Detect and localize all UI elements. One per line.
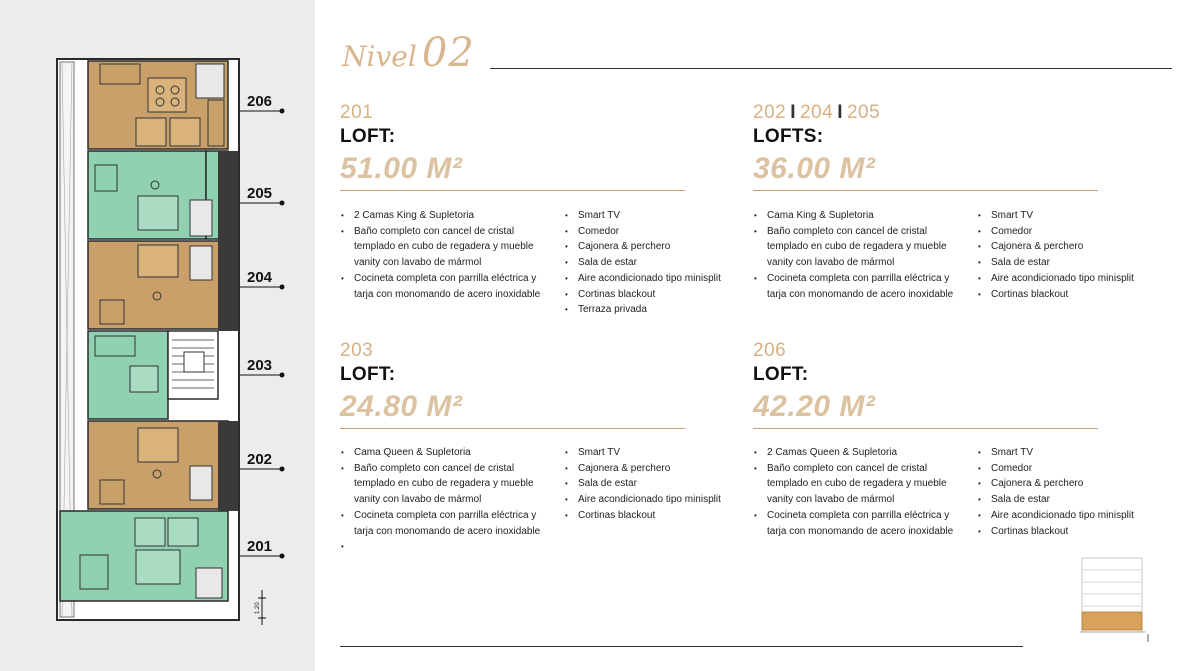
header-divider <box>490 68 1172 69</box>
unit-number-202: 202 <box>753 102 787 123</box>
unit-number-separator: I <box>790 102 796 123</box>
feature-item: • Comedor <box>564 224 744 240</box>
plan-dimension-text: 1.20 <box>255 602 261 614</box>
unit-202-204-205-block <box>753 102 1098 191</box>
unit-number <box>753 102 1098 124</box>
unit-number <box>753 340 1098 362</box>
feature-item: • Aire acondicionado tipo minisplit <box>977 508 1157 524</box>
feature-item: • Cortinas blackout <box>564 508 744 524</box>
unit-201-features-right <box>564 208 744 318</box>
unit-number <box>340 340 685 362</box>
floor-plan-panel <box>0 0 315 671</box>
feature-item: • Cajonera & perchero <box>564 461 744 477</box>
unit-divider <box>753 428 1098 429</box>
feature-item: • Baño completo con cancel de cristal templado en cubo de regadera y mueble vanity con lavabo de mármol <box>753 461 958 508</box>
feature-item: • Comedor <box>977 461 1157 477</box>
level-title-word: Nivel <box>342 40 417 73</box>
footer-divider <box>340 646 1023 647</box>
unit-type: LOFT: <box>340 126 396 147</box>
unit-202-204-205-features-right <box>977 208 1157 302</box>
feature-item: • Cama Queen & Supletoria <box>340 445 545 461</box>
feature-item: • Smart TV <box>977 208 1157 224</box>
unit-206-features-right <box>977 445 1157 539</box>
feature-item: • Terraza privada <box>564 302 744 318</box>
unit-type: LOFT: <box>340 364 396 385</box>
unit-202-204-205-features-left <box>753 208 958 302</box>
unit-type: LOFT: <box>753 364 809 385</box>
unit-area: 51.00 M² <box>340 152 463 185</box>
unit-number-206: 206 <box>753 340 787 361</box>
feature-item: • Cocineta completa con parrilla eléctrica y tarja con monomando de acero inoxidable <box>753 508 958 539</box>
feature-item: • Smart TV <box>564 445 744 461</box>
unit-divider <box>340 190 685 191</box>
feature-item: • Cortinas blackout <box>977 524 1157 540</box>
unit-area: 36.00 M² <box>753 152 876 185</box>
unit-206-features-left <box>753 445 958 539</box>
feature-item: • Aire acondicionado tipo minisplit <box>564 492 744 508</box>
plan-label-205: 205 <box>247 185 273 202</box>
unit-203-block <box>340 340 685 429</box>
feature-item: • Sala de estar <box>977 255 1157 271</box>
feature-item: • Cajonera & perchero <box>977 239 1157 255</box>
unit-201-block <box>340 102 685 191</box>
feature-item: • Baño completo con cancel de cristal templado en cubo de regadera y mueble vanity con lavabo de mármol <box>340 461 545 508</box>
unit-206-block <box>753 340 1098 429</box>
level-title <box>342 30 475 76</box>
feature-item: • Smart TV <box>564 208 744 224</box>
plan-label-204: 204 <box>247 269 273 286</box>
feature-item: • Cocineta completa con parrilla eléctrica y tarja con monomando de acero inoxidable <box>753 271 958 302</box>
feature-item: • Aire acondicionado tipo minisplit <box>564 271 744 287</box>
feature-item: • 2 Camas King & Supletoria <box>340 208 545 224</box>
feature-item: • Baño completo con cancel de cristal templado en cubo de regadera y mueble vanity con lavabo de mármol <box>340 224 545 271</box>
plan-label-203: 203 <box>247 357 273 374</box>
feature-item: • Cortinas blackout <box>564 287 744 303</box>
level-title-number: 02 <box>421 30 475 76</box>
unit-number-separator: I <box>837 102 843 123</box>
unit-number-204: 204 <box>799 102 834 123</box>
feature-item: • Sala de estar <box>977 492 1157 508</box>
feature-item: • Smart TV <box>977 445 1157 461</box>
feature-item: • Aire acondicionado tipo minisplit <box>977 271 1157 287</box>
unit-201-features-left <box>340 208 545 302</box>
feature-item: • Comedor <box>977 224 1157 240</box>
feature-item: • Cocineta completa con parrilla eléctrica y tarja con monomando de acero inoxidable <box>340 508 545 539</box>
plan-label-206: 206 <box>247 93 273 110</box>
feature-item: • Baño completo con cancel de cristal templado en cubo de regadera y mueble vanity con lavabo de mármol <box>753 224 958 271</box>
unit-203-features-left <box>340 445 545 555</box>
unit-divider <box>340 428 685 429</box>
unit-number-203: 203 <box>340 340 374 361</box>
feature-item: • Cajonera & perchero <box>977 476 1157 492</box>
feature-item: • Cocineta completa con parrilla eléctrica y tarja con monomando de acero inoxidable <box>340 271 545 302</box>
building-elevation-thumbnail <box>1080 556 1162 646</box>
unit-number-205: 205 <box>846 102 881 123</box>
feature-item: • Sala de estar <box>564 476 744 492</box>
feature-item: • 2 Camas Queen & Supletoria <box>753 445 958 461</box>
plan-label-202: 202 <box>247 451 273 468</box>
unit-area: 42.20 M² <box>753 390 876 423</box>
unit-type: LOFTS: <box>753 126 824 147</box>
unit-number <box>340 102 685 124</box>
feature-item: • Cortinas blackout <box>977 287 1157 303</box>
feature-item: • Cama King & Supletoria <box>753 208 958 224</box>
unit-number-201: 201 <box>340 102 374 123</box>
unit-area: 24.80 M² <box>340 390 463 423</box>
plan-label-201: 201 <box>247 538 273 555</box>
feature-item: • Sala de estar <box>564 255 744 271</box>
feature-item: • Cajonera & perchero <box>564 239 744 255</box>
feature-item-empty <box>340 539 545 555</box>
unit-divider <box>753 190 1098 191</box>
unit-203-features-right <box>564 445 744 524</box>
